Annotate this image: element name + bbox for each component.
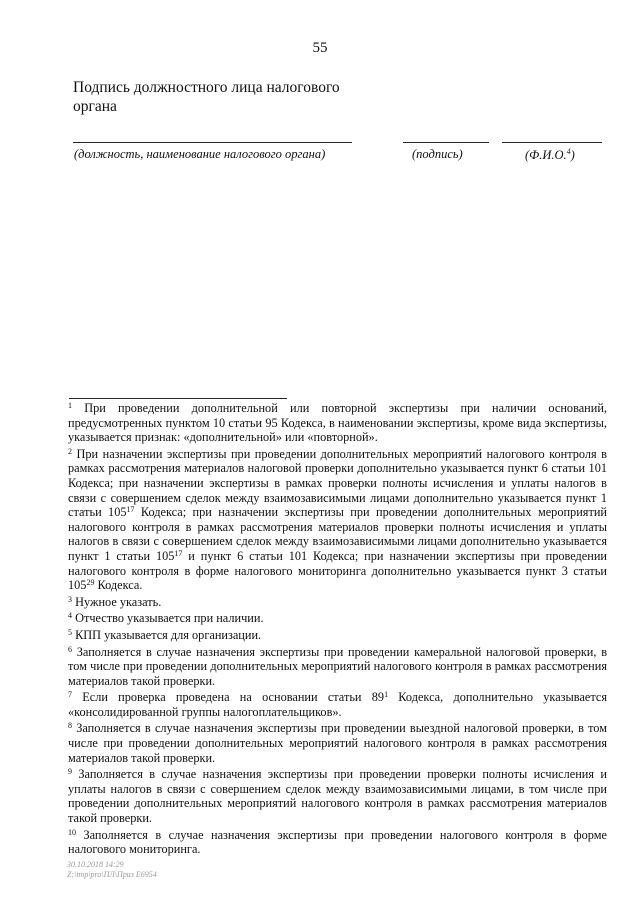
footnote-9 bbox=[68, 767, 607, 825]
footnote-3 bbox=[68, 595, 607, 610]
footnote-1 bbox=[68, 401, 607, 445]
name-caption bbox=[525, 147, 575, 163]
footnote-10 bbox=[68, 828, 607, 857]
footnote-text: Нужное указать. bbox=[75, 594, 162, 609]
signature-block-title: Подпись должностного лица налогового органа bbox=[73, 79, 340, 115]
stamp-timestamp: 30.10.2018 14:29 bbox=[67, 860, 124, 869]
document-stamp bbox=[67, 860, 157, 880]
footnote-number: 10 bbox=[68, 827, 76, 837]
footnote-text: Кодекса. bbox=[94, 578, 143, 593]
article-superscript: 17 bbox=[174, 548, 183, 558]
footnote-text: Если проверка проведена на основании статьи 89 bbox=[82, 690, 385, 705]
footnote-8 bbox=[68, 721, 607, 765]
footnote-7 bbox=[68, 690, 607, 719]
footnote-text: Заполняется в случае назначения экспертизы при проведении камеральной налоговой проверки, в том числе при проведении дополнительных мероприятий налогового контроля в рамках рассмотрения материалов такой проверки. bbox=[68, 644, 608, 688]
footnote-5 bbox=[68, 628, 607, 643]
name-caption-close: ) bbox=[570, 148, 575, 162]
footnote-number: 9 bbox=[68, 767, 72, 777]
stamp-file-path: Z:\tmp\pro\ПЛ\Приз E6954 bbox=[67, 870, 157, 879]
signature-line bbox=[403, 142, 489, 143]
footnote-6 bbox=[68, 645, 607, 689]
footnotes-section bbox=[68, 401, 607, 859]
article-superscript: 17 bbox=[126, 505, 135, 515]
footnote-number: 1 bbox=[68, 401, 72, 410]
name-signature-line bbox=[502, 142, 602, 143]
footnote-text: При проведении дополнительной или повторной экспертизы при наличии оснований, предусмотренных пунктом 10 статьи 95 Кодекса, в наименовании экспертизы, кроме вида экспертизы, указывается признак: «дополнительной» или «повторной». bbox=[68, 401, 607, 445]
footnote-number: 2 bbox=[68, 446, 72, 456]
footnote-number: 5 bbox=[68, 627, 72, 637]
footnote-number: 6 bbox=[68, 644, 72, 654]
page-number: 55 bbox=[312, 40, 328, 56]
footnote-text: Кодекса; при назначении экспертизы при проведении дополнительных мероприятий налогового контроля в рамках рассмотрения материалов проверки полноты исчисления и уплаты налогов в связи с совершением сделок между взаимозависимыми лицами дополнительно указывается пункт 1 статьи 105 bbox=[68, 505, 607, 563]
footnote-text: Заполняется в случае назначения экспертизы при проведении выездной налоговой проверки, в том числе при проведении дополнительных мероприятий налогового контроля в рамках рассмотрения материалов такой проверки. bbox=[68, 721, 607, 765]
footnote-4 bbox=[68, 611, 607, 626]
signature-caption: (подпись) bbox=[412, 147, 463, 161]
article-superscript: 29 bbox=[86, 578, 95, 588]
article-superscript: 1 bbox=[384, 690, 389, 700]
footnote-text: Отчество указывается при наличии. bbox=[75, 611, 264, 626]
footnote-text: Заполняется в случае назначения экспертизы при проведении налогового контроля в форме налогового мониторинга. bbox=[68, 827, 607, 857]
footnote-ref-4: 4 bbox=[566, 147, 571, 156]
footnote-text: Заполняется в случае назначения экспертизы при проведении проверки полноты исчисления и уплаты налогов в связи с совершением сделок между взаимозависимыми лицами, в том числе при проведении дополнительных мероприятий налогового контроля в рамках рассмотрения материалов такой проверки. bbox=[68, 767, 607, 826]
footnote-number: 3 bbox=[68, 594, 72, 604]
footnote-2 bbox=[68, 447, 607, 593]
footnote-number: 8 bbox=[68, 721, 72, 731]
footnote-number: 7 bbox=[68, 690, 72, 700]
footnote-text: Кодекса, дополнительно указывается «консолидированной группы налогоплательщиков». bbox=[68, 690, 607, 719]
footnote-divider bbox=[69, 398, 287, 399]
footnote-text: КПП указывается для организации. bbox=[75, 627, 262, 642]
position-signature-line bbox=[73, 142, 352, 143]
footnote-number: 4 bbox=[68, 611, 72, 621]
footnote-text: и пункт 6 статьи 101 Кодекса; при назначении экспертизы при проведении налогового контроля в форме налогового мониторинга дополнительно указывается пункт 3 статьи 105 bbox=[68, 548, 608, 593]
footnote-text: При назначении экспертизы при проведении дополнительных мероприятий налогового контроля в рамках рассмотрения материалов налоговой проверки дополнительно указывается пункт 6 статьи 101 Кодекса; при назначении экспертизы в рамках проверки полноты исчисления и уплаты налогов в связи с совершением сделок между взаимозависимыми лицами дополнительно указывается пункт 1 статьи 105 bbox=[68, 446, 607, 520]
position-caption: (должность, наименование налогового органа) bbox=[74, 147, 326, 161]
name-caption-text: (Ф.И.О. bbox=[525, 148, 567, 162]
